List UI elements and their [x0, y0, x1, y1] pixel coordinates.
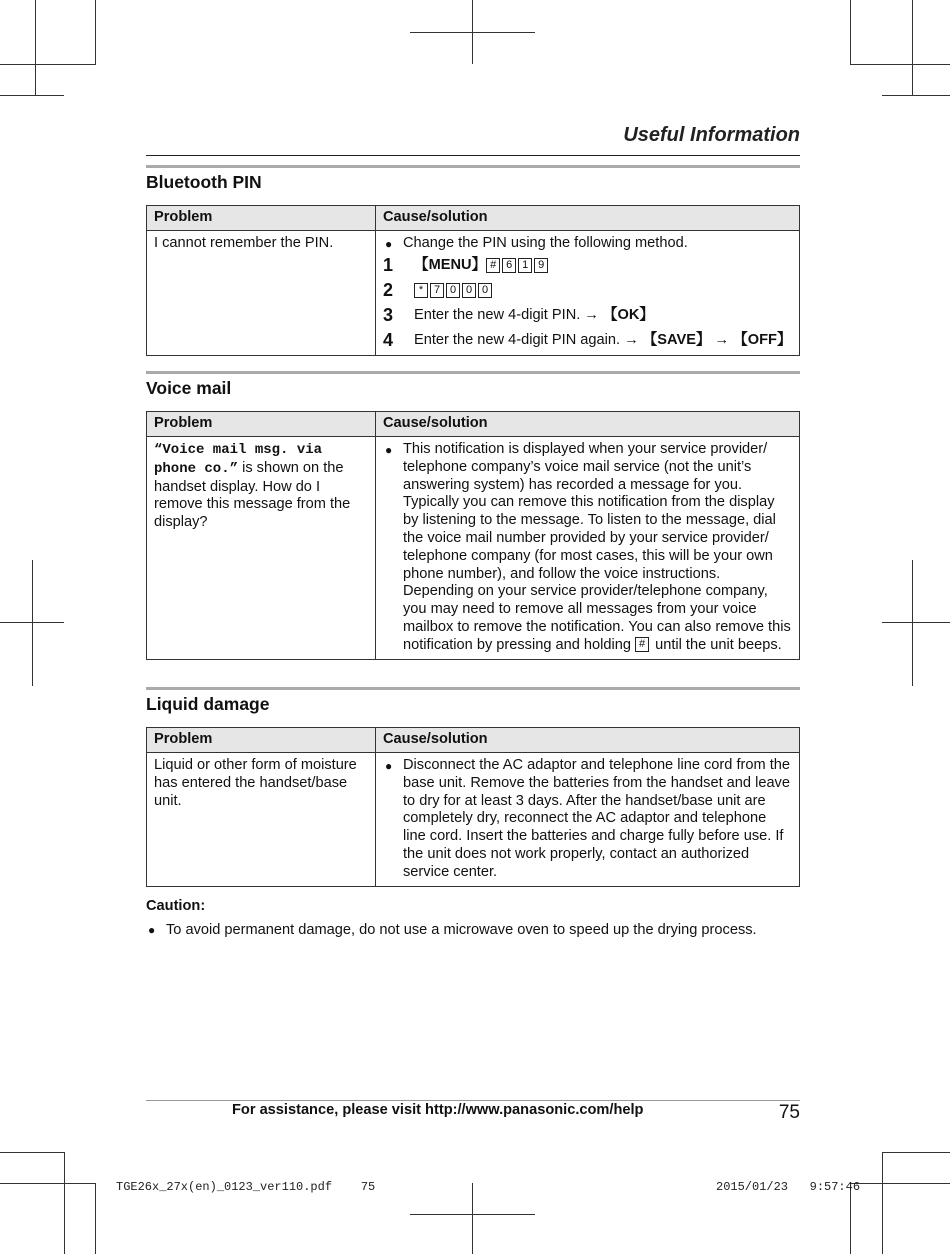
keycap: 9 [534, 258, 548, 273]
table-row [147, 437, 800, 660]
step-2 [383, 278, 792, 303]
keycap: 6 [502, 258, 516, 273]
table-header-row [147, 206, 800, 231]
header-cause: Cause/solution [376, 412, 800, 437]
bullet-icon: ● [385, 443, 393, 457]
liquid-table [146, 727, 800, 887]
keycap: # [486, 258, 500, 273]
step-text: Enter the new 4-digit PIN. [414, 306, 581, 323]
print-filename: TGE26x_27x(en)_0123_ver110.pdf 75 [116, 1180, 376, 1194]
section-divider [146, 371, 800, 374]
section-divider [146, 165, 800, 168]
solution-cell [376, 753, 800, 887]
problem-text: is shown on the handset display. How do I remove this message from the display? [154, 459, 351, 531]
header-cause: Cause/solution [376, 728, 800, 753]
solution-text: This notification is displayed when your service provider/ telephone company’s voice mail service (not the unit’s answering system) has recorded a message for you. Typically you can remove this notification from the display by listening to the message. To listen to the message, dial the voice mail number provided by your service provider/ telephone company (for most cases, this will be your own phone number), and follow the voice instructions. Depending on your service provider/telephone company, you may need to remove all messages from your voice mailbox to remove the notification. You can also remove this notification by pressing and holding [403, 441, 791, 653]
header-problem: Problem [147, 728, 376, 753]
menu-key: 【MENU】 [414, 256, 487, 273]
section-divider [146, 687, 800, 690]
bullet-icon: ● [385, 237, 393, 251]
voicemail-table [146, 411, 800, 660]
step-3 [383, 303, 792, 328]
solution-text: Disconnect the AC adaptor and telephone line cord from the base unit. Remove the batteries from the handset and leave to dry for at least 3 days. After the handset/base unit are completely dry, reconnect the AC adaptor and telephone line cord. Insert the batteries and charge fully before use. If the unit does not work properly, contact an authorized service center. [403, 757, 790, 880]
display-message: “Voice mail msg. via phone co.” [154, 442, 323, 477]
section-title-bluetooth: Bluetooth PIN [146, 172, 262, 192]
ok-key: 【OK】 [602, 306, 654, 323]
bullet-item [383, 235, 792, 253]
table-header-row [147, 412, 800, 437]
step-number: 2 [383, 279, 394, 300]
save-key: 【SAVE】 [642, 331, 711, 348]
keycap: 0 [462, 283, 476, 298]
table-row [147, 231, 800, 356]
header-cause: Cause/solution [376, 206, 800, 231]
keycap: 0 [446, 283, 460, 298]
keycap: * [414, 283, 428, 298]
bluetooth-table [146, 205, 800, 356]
page-number: 75 [778, 1102, 800, 1123]
header-problem: Problem [147, 206, 376, 231]
keycap: 1 [518, 258, 532, 273]
solution-cell [376, 437, 800, 660]
step-text: Enter the new 4-digit PIN again. [414, 331, 621, 348]
running-title: Useful Information [623, 124, 800, 146]
keycap: 7 [430, 283, 444, 298]
bullet-icon: ● [148, 923, 156, 937]
table-row [147, 753, 800, 887]
step-number: 1 [383, 254, 394, 275]
bullet-item [383, 757, 792, 882]
caution-text: To avoid permanent damage, do not use a microwave oven to speed up the drying process. [166, 922, 757, 938]
section-title-liquid: Liquid damage [146, 694, 270, 714]
header-problem: Problem [147, 412, 376, 437]
assistance-text: For assistance, please visit http://www.panasonic.com/help [232, 1102, 644, 1118]
bullet-item [383, 441, 792, 655]
step-4 [383, 328, 792, 353]
solution-text-end: until the unit beeps. [651, 636, 782, 653]
print-datetime: 2015/01/23 9:57:46 [716, 1180, 861, 1194]
footer-rule [146, 1100, 800, 1101]
caution-title: Caution: [146, 898, 206, 914]
arrow-icon: → [714, 331, 730, 348]
problem-cell: I cannot remember the PIN. [147, 231, 376, 356]
bullet-icon: ● [385, 759, 393, 773]
off-key: 【OFF】 [733, 331, 792, 348]
arrow-icon: → [624, 331, 639, 348]
problem-cell [147, 437, 376, 660]
caution-item [146, 921, 806, 939]
step-1 [383, 253, 792, 278]
step-number: 3 [383, 304, 394, 325]
solution-cell [376, 231, 800, 356]
step-number: 4 [383, 329, 394, 350]
arrow-icon: → [584, 306, 599, 323]
table-header-row [147, 728, 800, 753]
header-rule [146, 155, 800, 156]
bullet-text: Change the PIN using the following method. [403, 235, 688, 251]
hash-keycap: # [635, 637, 649, 652]
section-title-voicemail: Voice mail [146, 378, 232, 398]
problem-cell: Liquid or other form of moisture has entered the handset/base unit. [147, 753, 376, 887]
keycap: 0 [478, 283, 492, 298]
